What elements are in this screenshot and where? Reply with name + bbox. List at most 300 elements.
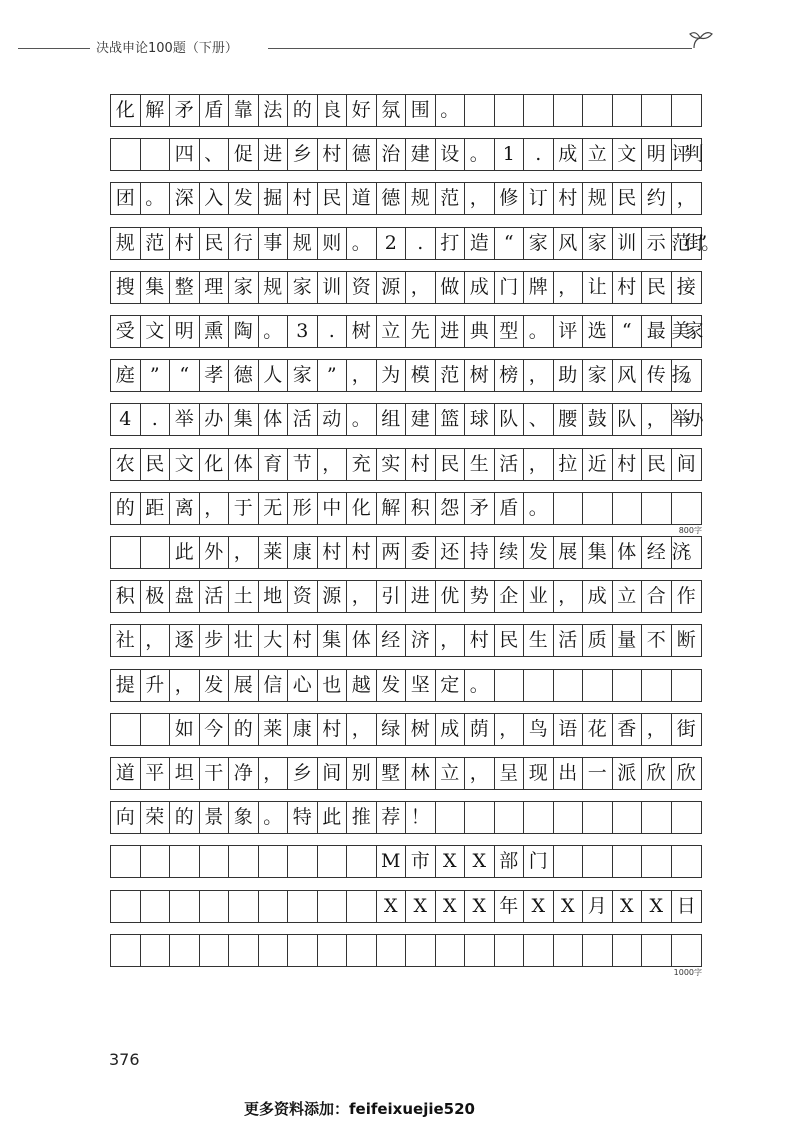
- grid-cell: 矛: [465, 493, 495, 524]
- book-title: 决战申论100题（下册）: [96, 41, 238, 56]
- grid-cell: 经: [377, 625, 407, 656]
- grid-cell: 特: [288, 802, 318, 833]
- grid-cell: 家: [288, 360, 318, 391]
- grid-cell: [111, 891, 141, 922]
- grid-cell: 牌: [524, 272, 554, 303]
- grid-cell: 于: [229, 493, 259, 524]
- grid-cell: [170, 846, 200, 877]
- grid-cell: .: [318, 316, 348, 347]
- grid-cell: 范: [141, 228, 171, 259]
- grid-cell: 搜: [111, 272, 141, 303]
- grid-cell: 的: [229, 714, 259, 745]
- grid-cell: ，: [524, 360, 554, 391]
- grid-cell: 选: [583, 316, 613, 347]
- grid-cell: 平: [141, 758, 171, 789]
- grid-cell: [524, 670, 554, 701]
- grid-cell: 为: [377, 360, 407, 391]
- grid-cell: 乡: [288, 139, 318, 170]
- grid-cell: 整: [170, 272, 200, 303]
- grid-cell: 。: [347, 228, 377, 259]
- grid-row: [110, 669, 702, 702]
- grid-cell: 积: [406, 493, 436, 524]
- grid-cell: 良: [318, 95, 348, 126]
- grid-cell: 中: [318, 493, 348, 524]
- grid-cell: 香: [613, 714, 643, 745]
- grid-cell: 让: [583, 272, 613, 303]
- grid-cell: 势: [465, 581, 495, 612]
- grid-cell: [554, 493, 584, 524]
- grid-cell: [583, 802, 613, 833]
- grid-cell: 门: [524, 846, 554, 877]
- grid-cell: 干: [200, 758, 230, 789]
- grid-cell: 范街”。: [671, 231, 715, 254]
- grid-cell: [642, 802, 672, 833]
- grid-cell: 美家: [671, 320, 698, 342]
- grid-cell: 大: [259, 625, 289, 656]
- grid-cell: 先: [406, 316, 436, 347]
- grid-cell: .: [406, 228, 436, 259]
- grid-cell: 呈: [495, 758, 525, 789]
- grid-cell: 离: [170, 493, 200, 524]
- grid-row: [110, 934, 702, 967]
- grid-cell: [613, 846, 643, 877]
- grid-row: [110, 536, 702, 569]
- grid-cell: [642, 846, 672, 877]
- grid-cell: 源: [318, 581, 348, 612]
- grid-cell: 发: [524, 537, 554, 568]
- grid-cell: 出: [554, 758, 584, 789]
- grid-cell: 一: [583, 758, 613, 789]
- grid-cell: 间: [318, 758, 348, 789]
- grid-cell: 修: [495, 183, 525, 214]
- grid-cell: 欣: [642, 758, 672, 789]
- grid-cell: 业: [524, 581, 554, 612]
- grid-cell: [613, 935, 643, 966]
- grid-cell: 道: [347, 183, 377, 214]
- grid-cell: 扬。: [671, 364, 698, 387]
- grid-cell: [495, 802, 525, 833]
- grid-cell: [318, 935, 348, 966]
- grid-cell: 社: [111, 625, 141, 656]
- grid-cell: 。: [259, 316, 289, 347]
- grid-cell: 四: [170, 139, 200, 170]
- grid-cell: 型: [495, 316, 525, 347]
- grid-cell: 、: [524, 404, 554, 435]
- grid-cell: 助: [554, 360, 584, 391]
- grid-cell: [436, 935, 466, 966]
- header-rule-left: [18, 48, 90, 49]
- grid-cell: 盘: [170, 581, 200, 612]
- grid-cell: 资: [347, 272, 377, 303]
- grid-cell: 集: [318, 625, 348, 656]
- grid-row: [110, 271, 702, 304]
- grid-cell: [111, 935, 141, 966]
- grid-cell: [672, 846, 702, 877]
- grid-cell: 队: [613, 404, 643, 435]
- grid-cell: ，: [554, 272, 584, 303]
- grid-cell: 农: [111, 449, 141, 480]
- grid-cell: 立: [583, 139, 613, 170]
- grid-cell: 还: [436, 537, 466, 568]
- grid-cell: 建: [406, 139, 436, 170]
- grid-cell: 文: [170, 449, 200, 480]
- grid-cell: [111, 846, 141, 877]
- grid-cell: .: [524, 139, 554, 170]
- grid-cell: [347, 846, 377, 877]
- grid-cell: 村: [288, 183, 318, 214]
- grid-cell: 展: [229, 670, 259, 701]
- grid-cell: 。: [347, 404, 377, 435]
- grid-cell: 象: [229, 802, 259, 833]
- grid-cell: 治: [377, 139, 407, 170]
- grid-cell: 质: [583, 625, 613, 656]
- grid-cell: 村: [613, 272, 643, 303]
- grid-cell: [229, 846, 259, 877]
- grid-cell: [642, 95, 672, 126]
- grid-row: [110, 801, 702, 834]
- grid-cell: [347, 891, 377, 922]
- grid-cell: 村: [613, 449, 643, 480]
- grid-cell: 集: [583, 537, 613, 568]
- grid-cell: ，: [465, 183, 495, 214]
- grid-cell: 球: [465, 404, 495, 435]
- grid-cell: 济: [406, 625, 436, 656]
- grid-cell: 订: [524, 183, 554, 214]
- grid-cell: 育: [259, 449, 289, 480]
- grid-cell: ”: [141, 360, 171, 391]
- grid-cell: X: [377, 891, 407, 922]
- grid-row: [110, 138, 702, 171]
- grid-cell: [200, 935, 230, 966]
- grid-cell: 盾: [200, 95, 230, 126]
- grid-cell: [229, 935, 259, 966]
- grid-cell: [377, 935, 407, 966]
- grid-cell: [288, 846, 318, 877]
- grid-cell: 文: [613, 139, 643, 170]
- grid-cell: 。: [141, 183, 171, 214]
- grid-cell: ，: [465, 758, 495, 789]
- grid-cell: 人: [259, 360, 289, 391]
- grid-cell: 村: [288, 625, 318, 656]
- grid-cell: 靠: [229, 95, 259, 126]
- grid-cell: 村: [318, 139, 348, 170]
- grid-cell: 部: [495, 846, 525, 877]
- grid-cell: 街: [676, 717, 696, 740]
- grid-cell: 逐: [170, 625, 200, 656]
- grid-cell: [200, 846, 230, 877]
- grid-cell: 成: [465, 272, 495, 303]
- grid-cell: [495, 670, 525, 701]
- grid-cell: 现: [524, 758, 554, 789]
- grid-cell: 市: [406, 846, 436, 877]
- grid-cell: 好: [347, 95, 377, 126]
- grid-cell: 入: [200, 183, 230, 214]
- grid-cell: [554, 846, 584, 877]
- grid-cell: [170, 935, 200, 966]
- grid-cell: [613, 802, 643, 833]
- grid-row: [110, 624, 702, 657]
- grid-cell: 坦: [170, 758, 200, 789]
- grid-cell: 活: [288, 404, 318, 435]
- grid-cell: 村: [406, 449, 436, 480]
- grid-cell: 德: [377, 183, 407, 214]
- grid-cell: 行: [229, 228, 259, 259]
- grid-cell: 外: [200, 537, 230, 568]
- word-count-marker: 800字: [678, 525, 702, 535]
- grid-cell: 风: [554, 228, 584, 259]
- grid-cell: 树: [465, 360, 495, 391]
- grid-cell: 的: [170, 802, 200, 833]
- grid-row: [110, 713, 702, 746]
- grid-cell: 掘: [259, 183, 289, 214]
- grid-cell: 村: [465, 625, 495, 656]
- grid-cell: 鸟: [524, 714, 554, 745]
- grid-cell: 民: [642, 449, 672, 480]
- grid-cell: [613, 95, 643, 126]
- grid-cell: ，: [436, 625, 466, 656]
- grid-cell: 心: [288, 670, 318, 701]
- grid-cell: 、: [200, 139, 230, 170]
- grid-cell: 提: [111, 670, 141, 701]
- grid-cell: ，: [406, 272, 436, 303]
- grid-cell: 体: [229, 449, 259, 480]
- grid-cell: 打: [436, 228, 466, 259]
- grid-cell: 花: [583, 714, 613, 745]
- grid-cell: 做: [436, 272, 466, 303]
- grid-cell: 接: [676, 275, 696, 298]
- grid-cell: 村: [318, 714, 348, 745]
- grid-cell: ，: [642, 404, 672, 435]
- grid-cell: 荐: [377, 802, 407, 833]
- grid-cell: 康: [288, 714, 318, 745]
- grid-cell: 别: [347, 758, 377, 789]
- grid-cell: ，: [676, 187, 696, 210]
- grid-cell: 村: [318, 537, 348, 568]
- grid-cell: 村: [170, 228, 200, 259]
- grid-cell: 事: [259, 228, 289, 259]
- grid-cell: 家: [288, 272, 318, 303]
- grid-cell: 资: [288, 581, 318, 612]
- grid-cell: 化: [200, 449, 230, 480]
- grid-cell: [465, 935, 495, 966]
- grid-cell: 成: [554, 139, 584, 170]
- grid-cell: 立: [377, 316, 407, 347]
- grid-cell: 墅: [377, 758, 407, 789]
- grid-cell: 荫: [465, 714, 495, 745]
- grid-cell: [554, 935, 584, 966]
- grid-cell: [642, 670, 672, 701]
- grid-cell: [465, 802, 495, 833]
- grid-cell: 合: [642, 581, 672, 612]
- grid-cell: 发: [377, 670, 407, 701]
- grid-cell: 约: [642, 183, 672, 214]
- grid-cell: 家: [583, 360, 613, 391]
- grid-cell: 解: [141, 95, 171, 126]
- grid-cell: 最: [642, 316, 672, 347]
- grid-cell: 月: [583, 891, 613, 922]
- grid-cell: X: [465, 846, 495, 877]
- grid-cell: 发: [229, 183, 259, 214]
- grid-cell: [170, 891, 200, 922]
- grid-cell: 成: [436, 714, 466, 745]
- grid-cell: [672, 95, 702, 126]
- grid-cell: 立: [613, 581, 643, 612]
- grid-cell: 发: [200, 670, 230, 701]
- grid-cell: 进: [436, 316, 466, 347]
- grid-cell: ，: [642, 714, 672, 745]
- grid-cell: 间: [676, 452, 696, 475]
- grid-row: [110, 182, 702, 215]
- grid-cell: 怨: [436, 493, 466, 524]
- grid-cell: X: [436, 846, 466, 877]
- grid-cell: [642, 493, 672, 524]
- grid-cell: 济。: [671, 541, 698, 563]
- grid-cell: 传: [642, 360, 672, 391]
- grid-cell: [141, 537, 171, 568]
- grid-cell: 动: [318, 404, 348, 435]
- grid-cell: 篮: [436, 404, 466, 435]
- grid-cell: .: [141, 404, 171, 435]
- grid-cell: [583, 95, 613, 126]
- grid-cell: 坚: [406, 670, 436, 701]
- grid-cell: [141, 891, 171, 922]
- grid-cell: X: [642, 891, 672, 922]
- grid-cell: 生: [524, 625, 554, 656]
- grid-cell: 规: [583, 183, 613, 214]
- grid-cell: ！: [406, 802, 436, 833]
- grid-cell: [288, 935, 318, 966]
- grid-cell: 。: [524, 316, 554, 347]
- grid-cell: ，: [554, 581, 584, 612]
- grid-cell: 委: [406, 537, 436, 568]
- grid-cell: 风: [613, 360, 643, 391]
- grid-cell: 举办: [671, 408, 698, 431]
- grid-cell: X: [406, 891, 436, 922]
- grid-cell: ，: [259, 758, 289, 789]
- grid-cell: 明: [170, 316, 200, 347]
- grid-cell: 。: [465, 139, 495, 170]
- grid-cell: 土: [229, 581, 259, 612]
- grid-row: [110, 492, 702, 525]
- grid-cell: 队: [495, 404, 525, 435]
- grid-cell: 节: [288, 449, 318, 480]
- grid-cell: 盾: [495, 493, 525, 524]
- grid-cell: 今: [200, 714, 230, 745]
- grid-cell: 解: [377, 493, 407, 524]
- grid-cell: 升: [141, 670, 171, 701]
- grid-cell: ，: [229, 537, 259, 568]
- grid-cell: 续: [495, 537, 525, 568]
- grid-cell: 民: [318, 183, 348, 214]
- grid-cell: 道: [111, 758, 141, 789]
- grid-row: [110, 890, 702, 923]
- grid-cell: 优: [436, 581, 466, 612]
- grid-cell: [141, 714, 171, 745]
- grid-cell: 活: [554, 625, 584, 656]
- grid-cell: 如: [170, 714, 200, 745]
- grid-cell: [672, 802, 702, 833]
- grid-cell: 民: [436, 449, 466, 480]
- grid-cell: [259, 891, 289, 922]
- footer-note: 更多资料添加：feifeixuejie520: [244, 1100, 475, 1118]
- grid-cell: 德: [229, 360, 259, 391]
- grid-cell: [141, 935, 171, 966]
- grid-cell: “: [495, 228, 525, 259]
- grid-cell: X: [465, 891, 495, 922]
- grid-cell: X: [613, 891, 643, 922]
- grid-cell: 树: [347, 316, 377, 347]
- grid-cell: 地: [259, 581, 289, 612]
- grid-cell: 景: [200, 802, 230, 833]
- grid-cell: ，: [141, 625, 171, 656]
- grid-cell: 受: [111, 316, 141, 347]
- grid-cell: [672, 493, 702, 524]
- grid-cell: 日: [676, 894, 696, 917]
- grid-cell: 促: [229, 139, 259, 170]
- grid-row: [110, 757, 702, 790]
- grid-cell: [200, 891, 230, 922]
- grid-row: [110, 845, 702, 878]
- grid-cell: 充: [347, 449, 377, 480]
- grid-cell: 绿: [377, 714, 407, 745]
- grid-cell: [111, 139, 141, 170]
- grid-cell: 派: [613, 758, 643, 789]
- grid-cell: 围: [406, 95, 436, 126]
- grid-cell: 矛: [170, 95, 200, 126]
- grid-cell: 训: [613, 228, 643, 259]
- grid-cell: [318, 891, 348, 922]
- grid-cell: 规: [288, 228, 318, 259]
- grid-cell: 源: [377, 272, 407, 303]
- grid-cell: 经: [642, 537, 672, 568]
- grid-cell: 实: [377, 449, 407, 480]
- grid-row: [110, 359, 702, 392]
- grid-cell: 孝: [200, 360, 230, 391]
- grid-cell: 民: [200, 228, 230, 259]
- grid-cell: 评判: [671, 143, 698, 166]
- grid-cell: 家: [229, 272, 259, 303]
- grid-cell: [583, 493, 613, 524]
- grid-cell: [583, 670, 613, 701]
- grid-cell: [613, 493, 643, 524]
- grid-cell: 此: [170, 537, 200, 568]
- grid-cell: [436, 802, 466, 833]
- grid-row: [110, 94, 702, 127]
- grid-cell: 陶: [229, 316, 259, 347]
- grid-cell: 腰: [554, 404, 584, 435]
- grid-cell: 也: [318, 670, 348, 701]
- grid-cell: 无: [259, 493, 289, 524]
- grid-cell: 的: [288, 95, 318, 126]
- header-rule-right: [268, 48, 692, 49]
- grid-cell: ，: [318, 449, 348, 480]
- grid-cell: 作: [676, 585, 696, 608]
- grid-cell: 。: [259, 802, 289, 833]
- grid-cell: 生: [465, 449, 495, 480]
- grid-cell: 体: [259, 404, 289, 435]
- grid-cell: 极: [141, 581, 171, 612]
- grid-cell: 门: [495, 272, 525, 303]
- grid-cell: 荣: [141, 802, 171, 833]
- grid-cell: 村: [347, 537, 377, 568]
- grid-cell: [672, 670, 702, 701]
- grid-cell: 年: [495, 891, 525, 922]
- grid-cell: ，: [347, 360, 377, 391]
- grid-cell: 拉: [554, 449, 584, 480]
- grid-cell: 理: [200, 272, 230, 303]
- grid-cell: 林: [406, 758, 436, 789]
- grid-cell: 3: [288, 316, 318, 347]
